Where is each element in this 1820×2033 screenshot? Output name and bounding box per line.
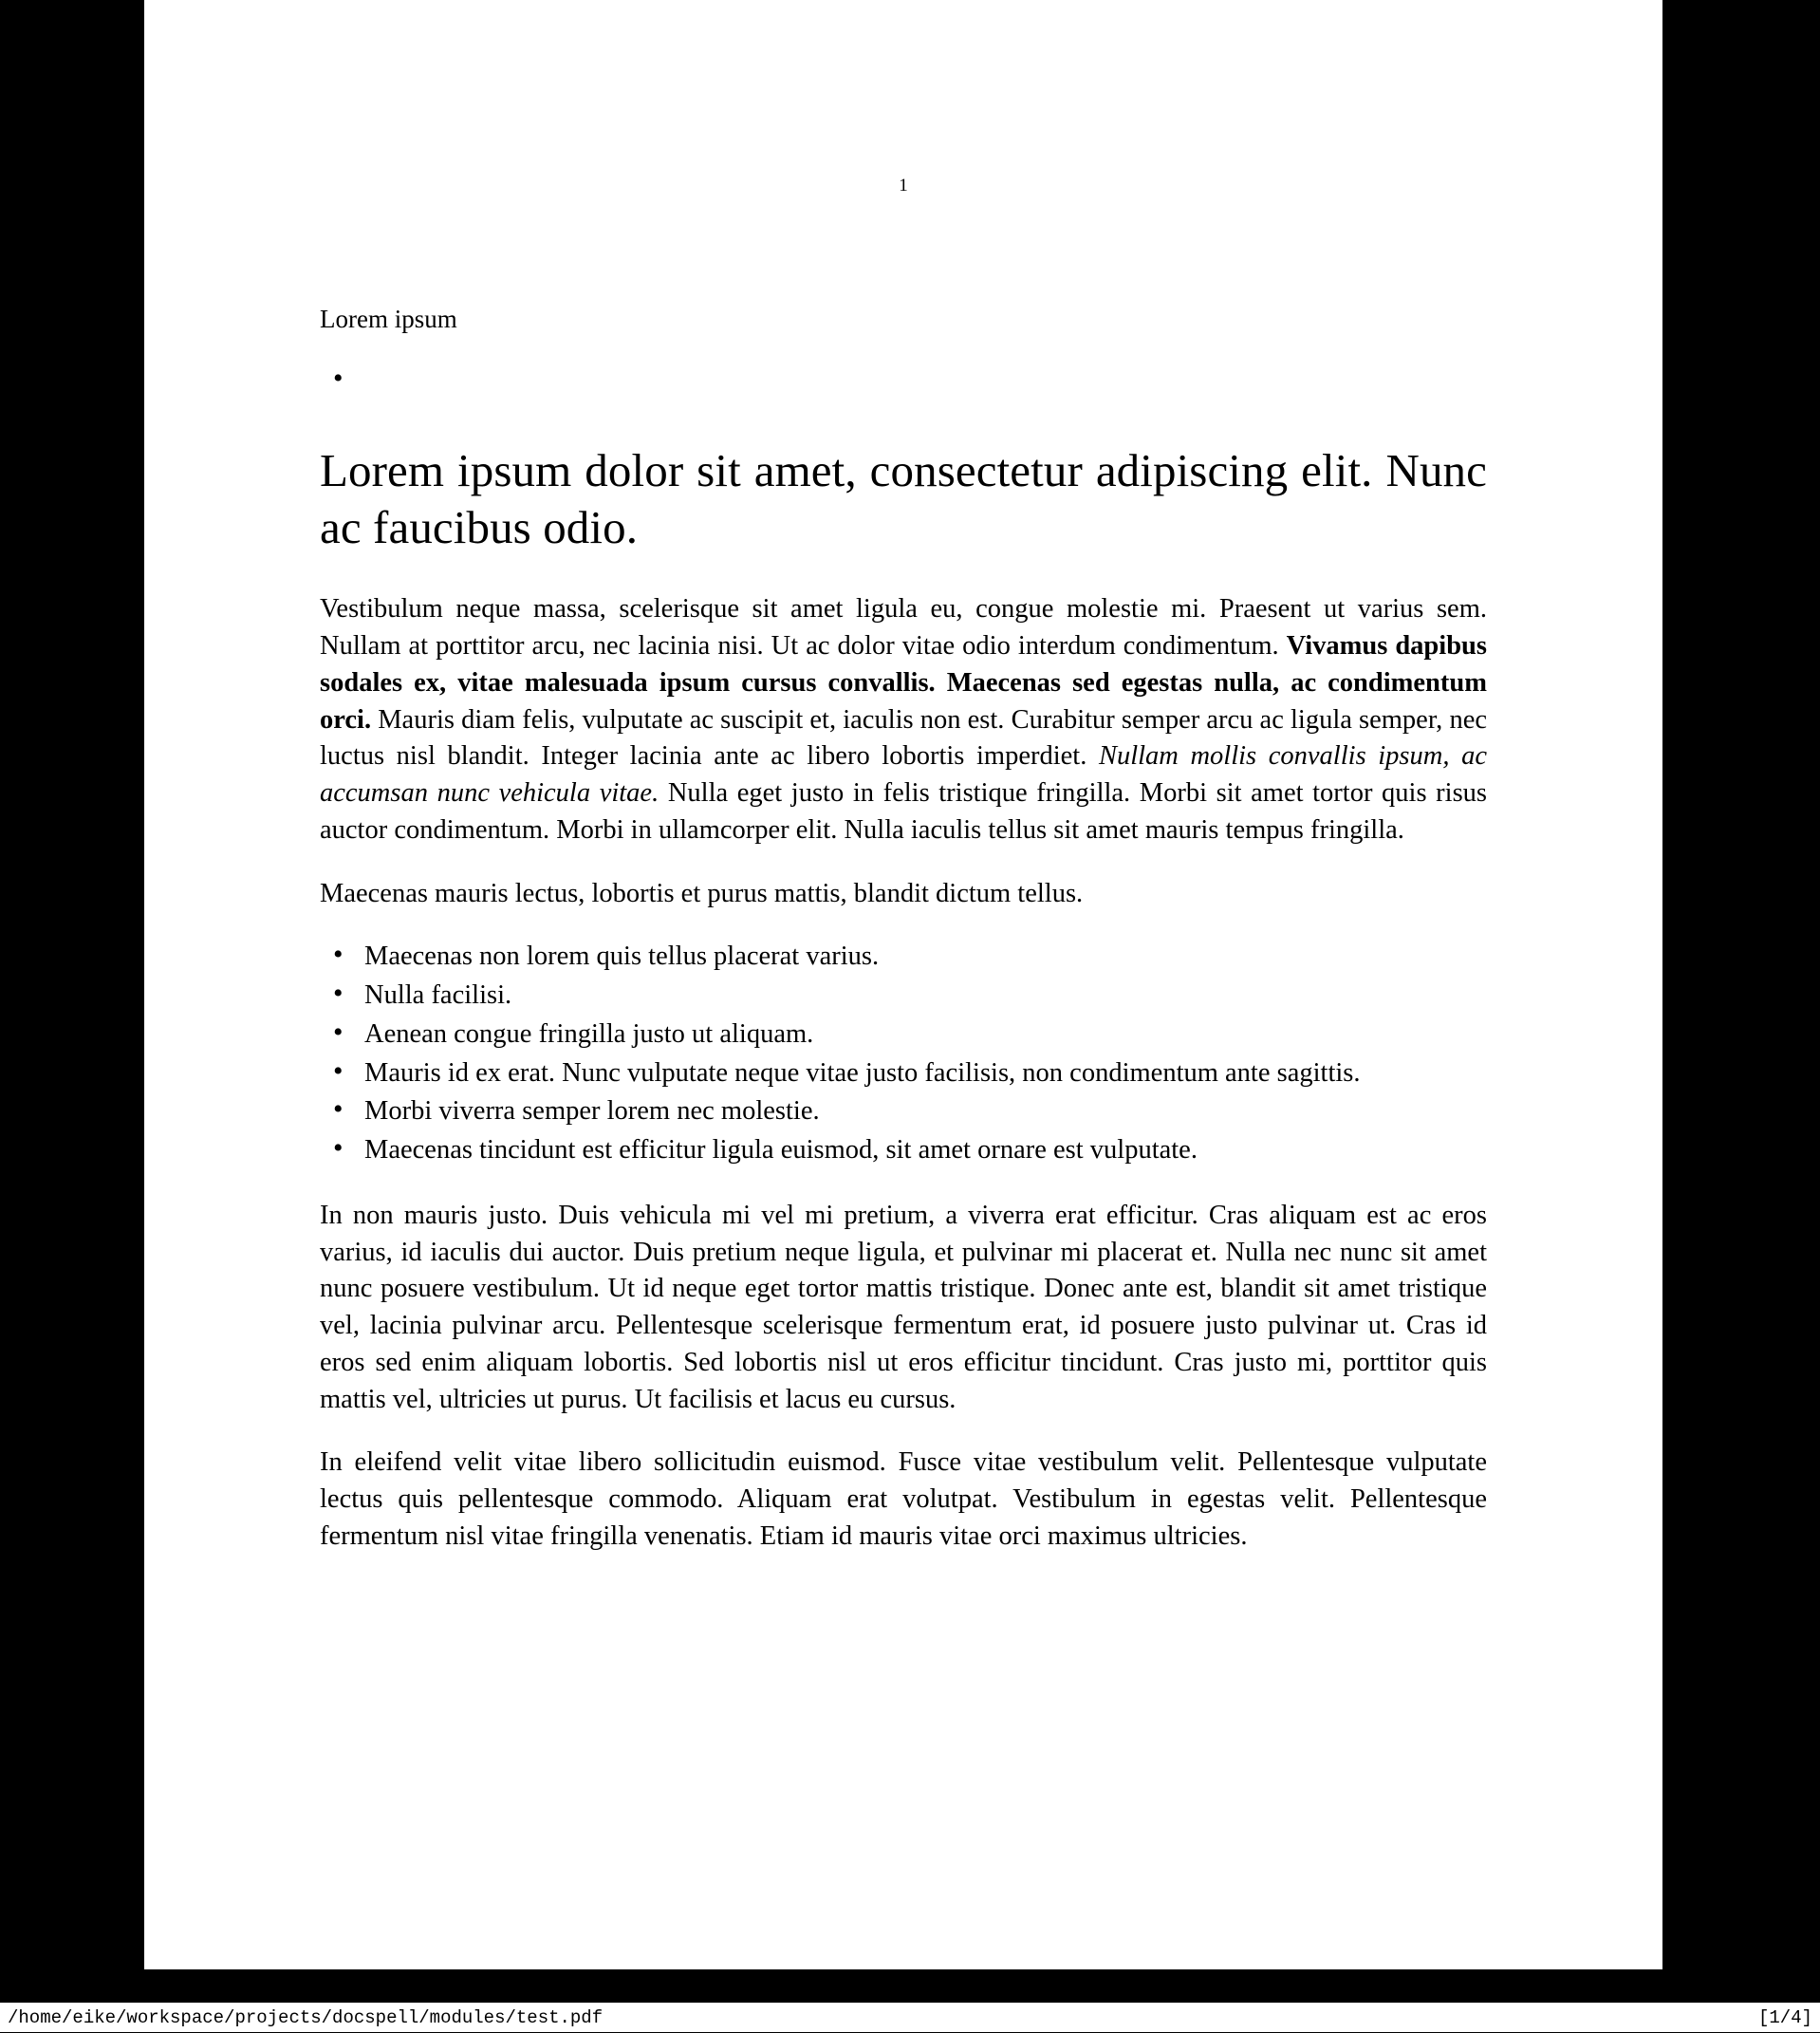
paragraph-2: Maecenas mauris lectus, lobortis et purus mattis, blandit dictum tellus. [320,878,1084,908]
file-path: /home/eike/workspace/projects/docspell/modules/test.pdf [8,2007,604,2028]
paragraph-1-bold: Vivamus dapibus sodales ex, vitae malesuada ipsum cursus convallis. Maecenas sed egestas nulla, ac condimentum orci. [320,631,1487,735]
list-item: • Maecenas tincidunt est efficitur ligula euismod, sit amet ornare est vulputate. [320,1132,1487,1169]
empty-bullet-list [320,368,1487,393]
list-item: • Morbi viverra semper lorem nec molestie. [320,1093,1487,1130]
bulleted-list [320,939,1487,1169]
list-item [320,368,1487,393]
pdf-page[interactable] [144,0,1662,1969]
page-indicator: [1/4] [1757,2007,1812,2028]
paragraph-1 [320,591,1487,849]
list-item: • Aenean congue fringilla justo ut aliquam. [320,1016,1487,1054]
page-title: Lorem ipsum dolor sit amet, consectetur adipiscing elit. Nunc ac faucibus odio. [320,443,1487,553]
paragraph-1-part-1: Vestibulum neque massa, scelerisque sit amet ligula eu, congue molestie mi. Praesent ut varius sem. Nullam at porttitor arcu, nec lacinia nisi. Ut ac dolor vitae odio interdum condimentum. [320,594,1487,662]
paragraph-1-part-2: Mauris diam felis, vulputate ac suscipit et, iaculis non est. Curabitur semper arcu ac ligula semper, nec luctus nisl blandit. Integer lacinia ante ac libero lobortis imperdiet. [320,704,1487,772]
list-item: • Maecenas non lorem quis tellus placerat varius. [320,939,1487,976]
list-item: • Mauris id ex erat. Nunc vulputate neque vitae justo facilisis, non condimentum ante sagittis. [320,1055,1487,1092]
page-content [320,304,1487,1582]
paragraph-3: In non mauris justo. Duis vehicula mi vel mi pretium, a viverra erat efficitur. Cras aliquam est ac eros varius, id iaculis dui auctor. Duis pretium neque ligula, et pulvinar mi placerat et. Nulla nec nunc sit amet nunc posuere vestibulum. Ut id neque eget tortor mattis tristique. Donec ante est, blandit sit amet tristique vel, lacinia pulvinar arcu. Pellentesque scelerisque fermentum erat, id posuere justo pulvinar ut. Cras id eros sed enim aliquam lobortis. Sed lobortis nisl ut eros efficitur tincidunt. Cras justo mi, porttitor quis mattis vel, ultricies ut purus. Ut facilisis et lacus eu cursus. [320,1200,1487,1414]
paragraph-1-italic: Nullam mollis convallis ipsum, ac accumsan nunc vehicula vitae. [320,741,1487,809]
list-item: • Nulla facilisi. [320,978,1487,1015]
running-head: Lorem ipsum [320,305,457,333]
paragraph-1-part-3: Nulla eget justo in felis tristique fringilla. Morbi sit amet tortor quis risus auctor condimentum. Morbi in ullamcorper elit. Nulla iaculis tellus sit amet mauris tempus fringilla. [320,778,1488,845]
page-number: 1 [899,176,908,196]
status-bar [0,2002,1820,2032]
paragraph-4: In eleifend velit vitae libero sollicitudin euismod. Fusce vitae vestibulum velit. Pellentesque vulputate lectus quis pellentesque commodo. Aliquam erat volutpat. Vestibulum in egestas velit. Pellentesque fermentum nisl vitae fringilla venenatis. Etiam id mauris vitae orci maximus ultricies. [320,1447,1487,1551]
